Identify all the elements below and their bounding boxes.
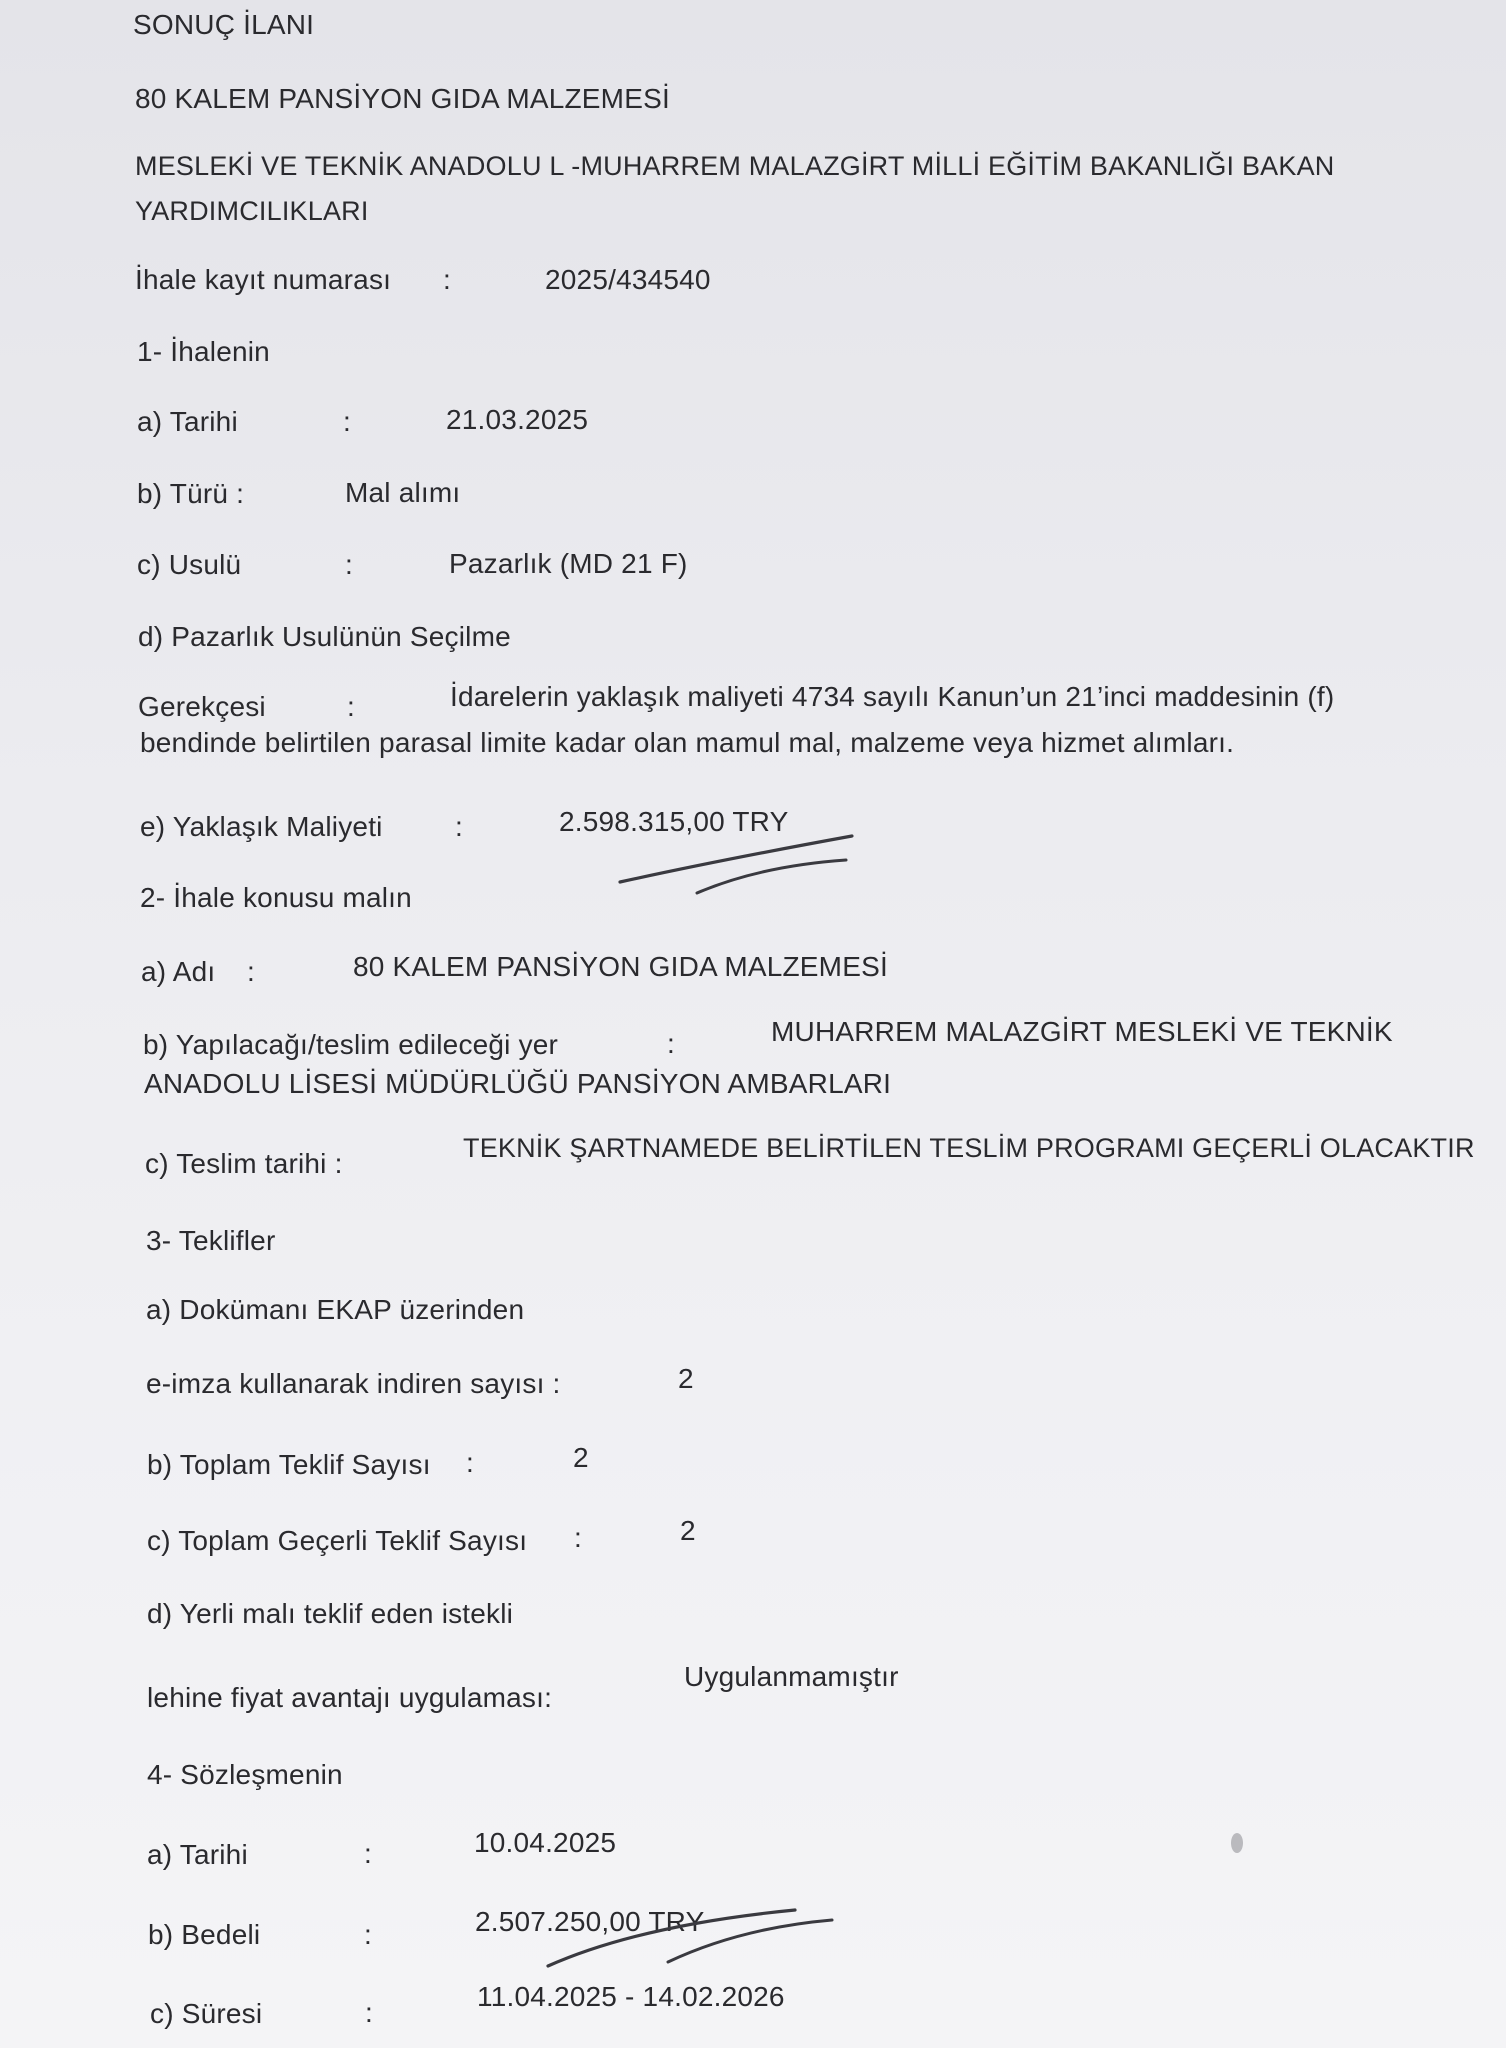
delivery-place-line-1: MUHARREM MALAZGİRT MESLEKİ VE TEKNİK [771, 1016, 1393, 1047]
docs-downloaded-count: 2 [678, 1363, 694, 1394]
valid-bids-count: 2 [680, 1515, 696, 1546]
cost-underline-stroke-1 [620, 836, 852, 882]
reason-colon: : [347, 691, 355, 722]
domestic-advantage-line-1: d) Yerli malı teklif eden istekli [147, 1598, 514, 1629]
contract-price-value: 2.507.250,00 TRY [475, 1906, 705, 1937]
reason-text-line-2: bendinde belirtilen parasal limite kadar olan mamul mal, malzeme veya hizmet alımları. [140, 727, 1235, 758]
delivery-place-colon: : [667, 1028, 675, 1059]
estimated-cost-value: 2.598.315,00 TRY [559, 806, 789, 837]
item-name-label: a) Adı [141, 956, 216, 987]
registry-number: 2025/434540 [545, 264, 711, 295]
docs-line-1: a) Dokümanı EKAP üzerinden [146, 1294, 525, 1325]
tender-date-label: a) Tarihi [137, 406, 238, 437]
domestic-advantage-value: Uygulanmamıştır [684, 1661, 899, 1692]
docs-downloaded-label: e-imza kullanarak indiren sayısı : [146, 1368, 561, 1399]
delivery-place-line-2: ANADOLU LİSESİ MÜDÜRLÜĞÜ PANSİYON AMBARLARI [144, 1068, 892, 1099]
item-name-value: 80 KALEM PANSİYON GIDA MALZEMESİ [353, 951, 888, 982]
contract-date-value: 10.04.2025 [474, 1827, 617, 1858]
section-4-heading: 4- Sözleşmenin [147, 1759, 343, 1790]
authority-line-2: YARDIMCILIKLARI [135, 196, 369, 226]
cost-underline-stroke-2 [697, 860, 846, 893]
valid-bids-label: c) Toplam Geçerli Teklif Sayısı [147, 1525, 528, 1556]
reason-label: Gerekçesi [138, 691, 266, 722]
section-1-heading: 1- İhalenin [137, 336, 270, 367]
contract-duration-colon: : [365, 1997, 373, 2028]
domestic-advantage-label: lehine fiyat avantajı uygulaması: [147, 1682, 553, 1713]
contract-date-label: a) Tarihi [147, 1839, 248, 1870]
total-bids-count: 2 [573, 1442, 589, 1473]
tender-subject: 80 KALEM PANSİYON GIDA MALZEMESİ [135, 83, 670, 114]
tender-type-label: b) Türü : [137, 478, 245, 509]
delivery-date-value: TEKNİK ŞARTNAMEDE BELİRTİLEN TESLİM PROGRAMI GEÇERLİ OLACAKTIR [463, 1133, 1475, 1163]
tender-date-colon: : [343, 406, 351, 437]
item-name-colon: : [247, 956, 255, 987]
section-3-heading: 3- Teklifler [146, 1225, 276, 1256]
estimated-cost-label: e) Yaklaşık Maliyeti [140, 811, 383, 842]
valid-bids-colon: : [574, 1522, 582, 1553]
total-bids-colon: : [466, 1447, 474, 1478]
authority-line-1: MESLEKİ VE TEKNİK ANADOLU L -MUHARREM MALAZGİRT MİLLİ EĞİTİM BAKANLIĞI BAKAN [135, 151, 1335, 181]
registry-label: İhale kayıt numarası [135, 264, 392, 295]
total-bids-label: b) Toplam Teklif Sayısı [147, 1449, 431, 1480]
registry-colon: : [443, 264, 451, 295]
delivery-place-label: b) Yapılacağı/teslim edileceği yer [143, 1029, 559, 1060]
contract-price-colon: : [364, 1919, 372, 1950]
tender-date-value: 21.03.2025 [446, 404, 589, 435]
tender-method-colon: : [345, 549, 353, 580]
delivery-date-label: c) Teslim tarihi : [145, 1148, 343, 1179]
section-2-heading: 2- İhale konusu malın [140, 882, 412, 913]
reason-text-line-1: İdarelerin yaklaşık maliyeti 4734 sayılı Kanun’un 21’inci maddesinin (f) [450, 681, 1335, 712]
tender-method-value: Pazarlık (MD 21 F) [449, 548, 688, 579]
document-title: SONUÇ İLANI [133, 9, 315, 40]
contract-duration-value: 11.04.2025 - 14.02.2026 [477, 1981, 785, 2012]
method-reason-heading: d) Pazarlık Usulünün Seçilme [138, 621, 511, 652]
tender-method-label: c) Usulü [137, 549, 242, 580]
contract-duration-label: c) Süresi [150, 1998, 263, 2029]
contract-price-label: b) Bedeli [148, 1919, 261, 1950]
tender-type-value: Mal alımı [345, 477, 461, 508]
estimated-cost-colon: : [455, 811, 463, 842]
ink-dot [1231, 1833, 1243, 1853]
contract-date-colon: : [364, 1838, 372, 1869]
